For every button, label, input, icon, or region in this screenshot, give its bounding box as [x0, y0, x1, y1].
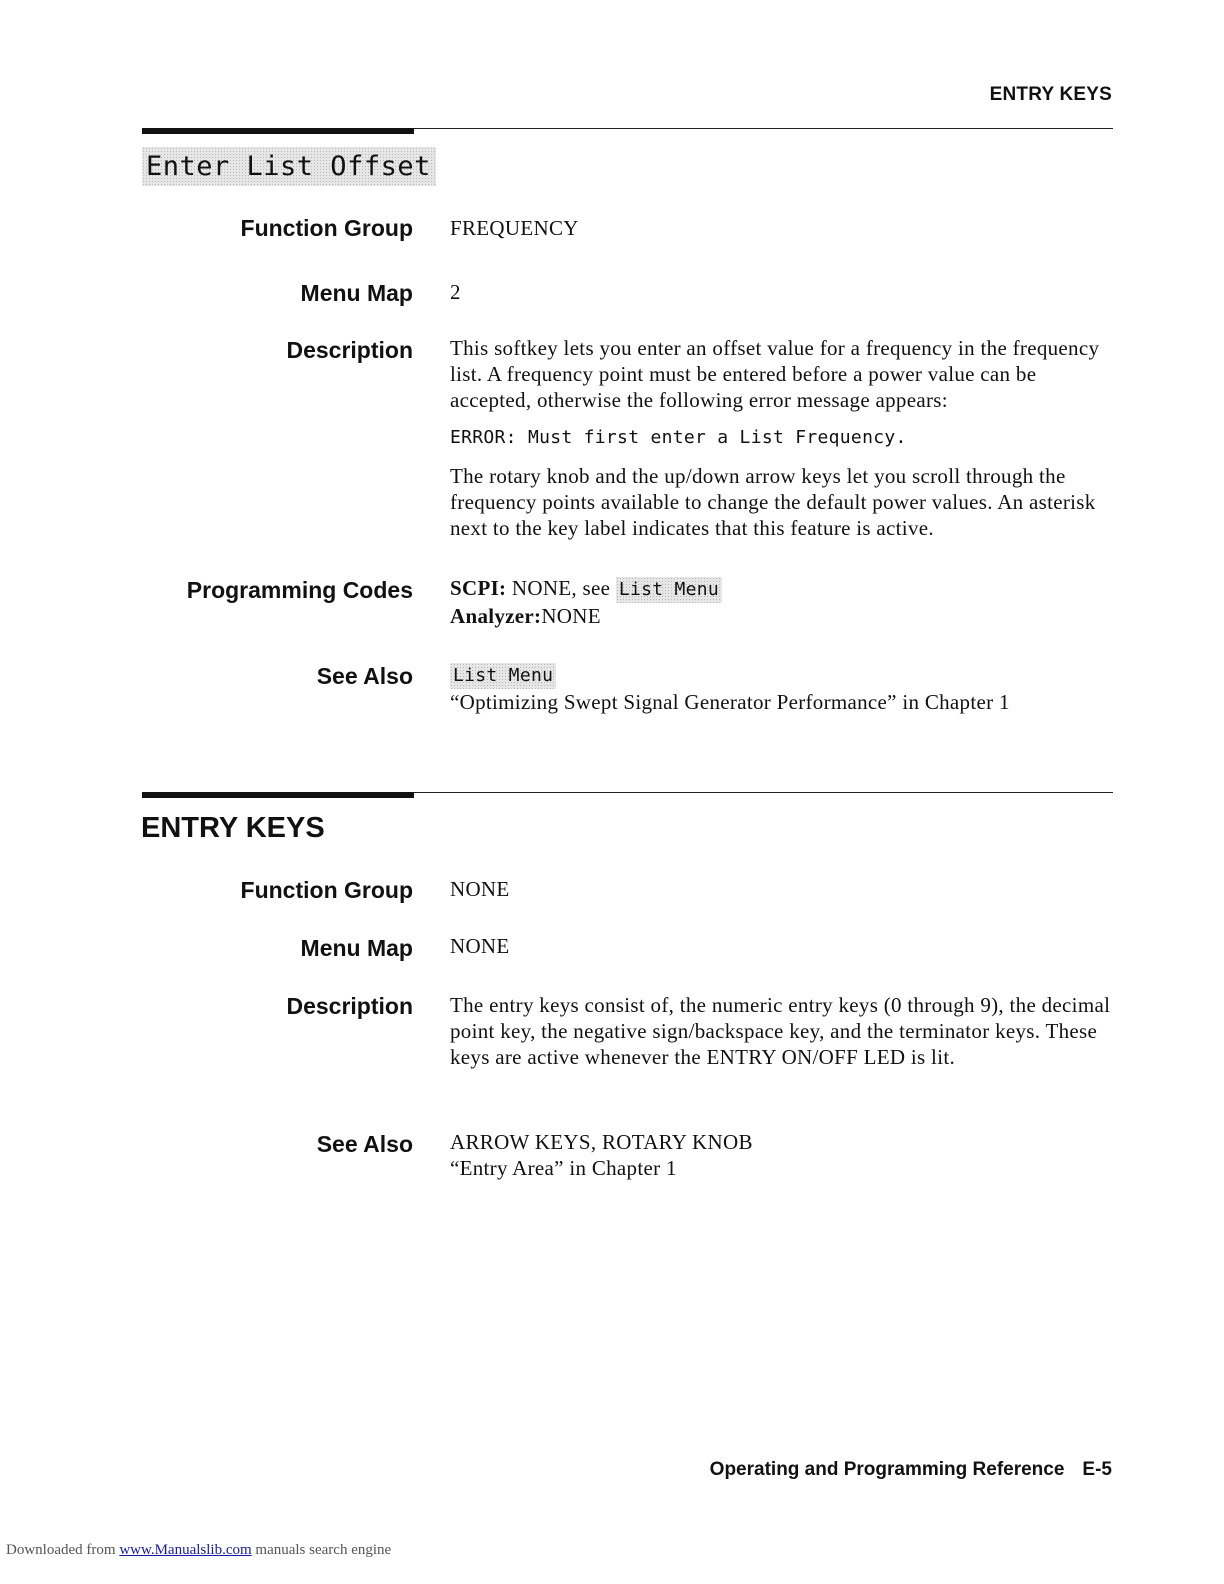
see-also-list-menu-softkey[interactable]: List Menu [450, 663, 556, 689]
see-also-reference: “Optimizing Swept Signal Generator Performance” in Chapter 1 [450, 690, 1010, 714]
programming-codes-block [450, 575, 1120, 629]
label-function-group-2: Function Group [240, 877, 413, 903]
page-footer [710, 1459, 1112, 1481]
top-rule-thick [142, 128, 414, 134]
error-message: ERROR: Must first enter a List Frequency. [450, 427, 907, 448]
download-banner [6, 1542, 391, 1559]
menu-map-value: 2 [450, 280, 461, 304]
manualslib-link[interactable]: www.Manualslib.com [119, 1542, 252, 1558]
see-also-block-2 [450, 1129, 1120, 1181]
see-also-chapter-ref: “Entry Area” in Chapter 1 [450, 1156, 677, 1180]
page-number: E-5 [1082, 1459, 1112, 1480]
menu-map-value-2: NONE [450, 934, 510, 958]
analyzer-value: NONE [541, 604, 601, 628]
label-menu-map: Menu Map [300, 280, 413, 306]
footer-title: Operating and Programming Reference [709, 1459, 1065, 1480]
section-heading: ENTRY KEYS [141, 812, 325, 844]
label-function-group: Function Group [240, 215, 413, 241]
label-menu-map-2: Menu Map [300, 935, 413, 961]
description-paragraph-entry-keys: The entry keys consist of, the numeric entry keys (0 through 9), the decimal point key, the negative sign/backspace key, and the terminator keys. These keys are active whenever the ENTRY ON/OFF LED is lit. [450, 993, 1111, 1069]
softkey-title: Enter List Offset [142, 147, 436, 186]
description-paragraph-2: The rotary knob and the up/down arrow keys let you scroll through the frequency points available to change the default power values. An asterisk next to the key label indicates that this feature is active. [450, 464, 1096, 540]
label-description-2: Description [286, 993, 413, 1019]
label-see-also-2: See Also [316, 1131, 413, 1157]
analyzer-line [450, 603, 1120, 629]
label-description: Description [286, 337, 413, 363]
function-group-value: FREQUENCY [450, 216, 579, 240]
see-also-keys: ARROW KEYS, ROTARY KNOB [450, 1130, 753, 1154]
description-block [450, 335, 1120, 541]
scpi-label: SCPI: [450, 576, 507, 600]
function-group-value-2: NONE [450, 877, 510, 901]
download-prefix: Downloaded from [6, 1542, 116, 1558]
description-paragraph-1: This softkey lets you enter an offset value for a frequency in the frequency list. A frequency point must be entered before a power value can be accepted, otherwise the following error message appears: [450, 336, 1100, 412]
section-rule-thick [142, 792, 414, 798]
analyzer-label: Analyzer: [450, 604, 542, 628]
scpi-value: NONE, see [511, 576, 611, 600]
see-also-block [450, 661, 1120, 715]
download-suffix: manuals search engine [255, 1542, 392, 1558]
label-programming-codes: Programming Codes [186, 577, 413, 603]
label-see-also: See Also [316, 663, 413, 689]
scpi-line [450, 575, 1120, 603]
list-menu-softkey-link[interactable]: List Menu [616, 577, 722, 603]
running-head: ENTRY KEYS [989, 84, 1112, 105]
